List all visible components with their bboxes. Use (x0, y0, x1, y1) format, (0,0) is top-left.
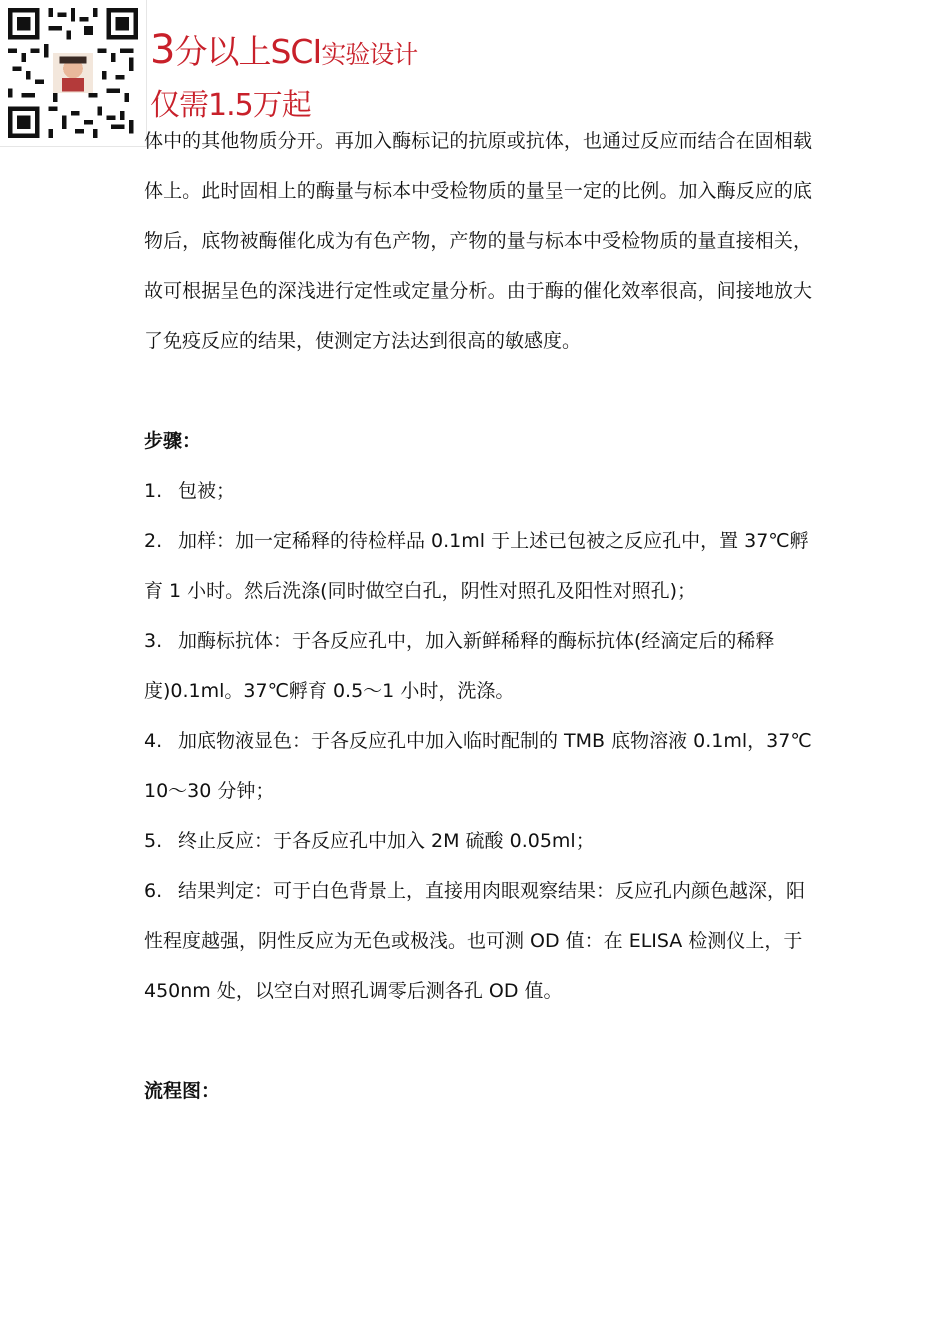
step-number: 1. (144, 480, 163, 502)
step-item (144, 866, 812, 1016)
step-number: 6. (144, 880, 163, 902)
step-number: 4. (144, 730, 163, 752)
step-item (144, 466, 812, 516)
ad-headline[interactable] (150, 26, 417, 73)
step-text: 包被； (178, 480, 236, 502)
flow-heading: 流程图： (144, 1080, 221, 1102)
step-text: 终止反应：于各反应孔中加入 2M 硫酸 0.05ml； (178, 830, 595, 852)
step-number: 3. (144, 630, 163, 652)
step-item (144, 616, 812, 716)
step-number: 5. (144, 830, 163, 852)
step-text: 加底物液显色：于各反应孔中加入临时配制的 TMB 底物溶液 0.1ml，37℃ 10～30 分钟； (144, 730, 812, 802)
step-text: 加样：加一定稀释的待检样品 0.1ml 于上述已包被之反应孔中，置 37℃孵育 1 小时。然后洗涤(同时做空白孔，阴性对照孔及阳性对照孔)； (144, 530, 809, 602)
step-item (144, 716, 812, 816)
spacer (144, 1016, 812, 1066)
spacer (144, 366, 812, 416)
ad-headline-main: 分以上SCI (174, 32, 322, 71)
step-item (144, 816, 812, 866)
intro-paragraph: 体中的其他物质分开。再加入酶标记的抗原或抗体，也通过反应而结合在固相载体上。此时固相上的酶量与标本中受检物质的量呈一定的比例。加入酶反应的底物后，底物被酶催化成为有色产物，产物的量与标本中受检物质的量直接相关，故可根据呈色的深浅进行定性或定量分析。由于酶的催化效率很高，间接地放大了免疫反应的结果，使测定方法达到很高的敏感度。 (144, 130, 812, 352)
ad-headline-sub: 实验设计 (321, 40, 418, 69)
ad-price[interactable]: 仅需1.5万起 (150, 88, 311, 123)
steps-heading: 步骤： (144, 430, 202, 452)
ad-banner[interactable] (0, 0, 418, 147)
steps-list (144, 466, 812, 1016)
step-text: 加酶标抗体：于各反应孔中，加入新鲜稀释的酶标抗体(经滴定后的稀释度)0.1ml。37℃孵育 0.5～1 小时，洗涤。 (144, 630, 775, 702)
step-item (144, 516, 812, 616)
document-body (144, 116, 812, 1116)
ad-headline-number: 3 (150, 27, 175, 73)
step-number: 2. (144, 530, 163, 552)
step-text: 结果判定：可于白色背景上，直接用肉眼观察结果：反应孔内颜色越深，阳性程度越强，阴性反应为无色或极浅。也可测 OD 值：在 ELISA 检测仪上，于 450nm 处，以空白对照孔调零后测各孔 OD 值。 (144, 880, 806, 1002)
qr-code-icon[interactable] (8, 8, 138, 138)
